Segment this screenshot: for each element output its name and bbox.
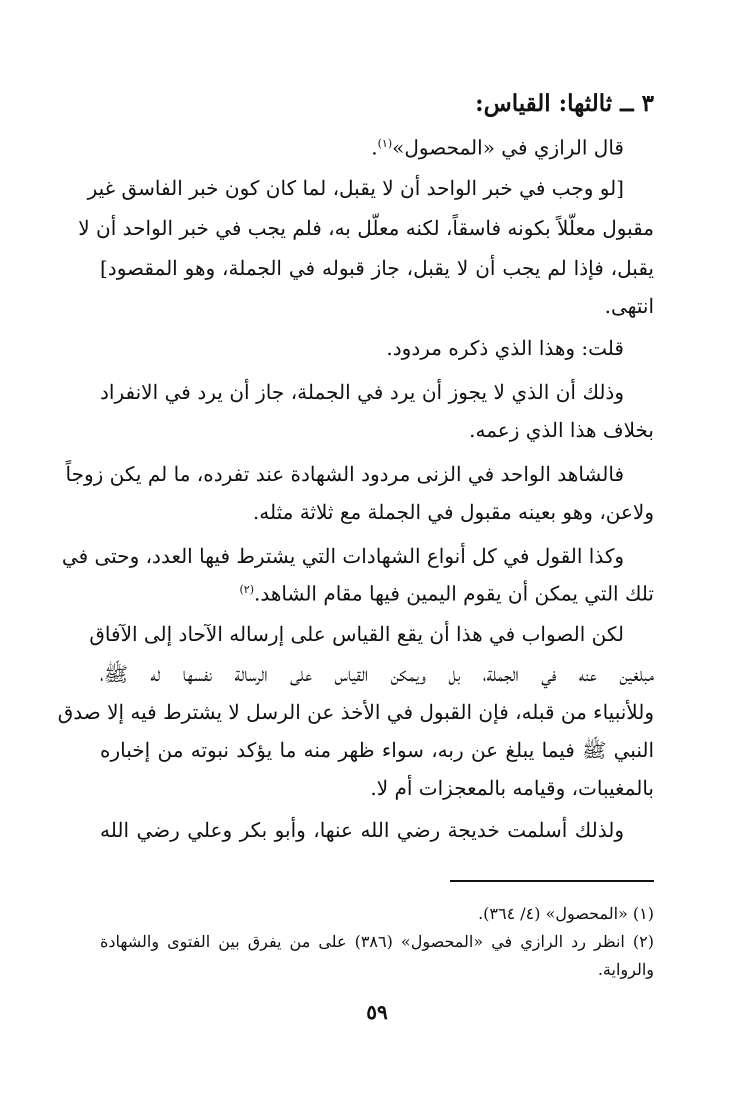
quote-line: [لو وجب في خبر الواحد أن لا يقبل، لما كان كون خبر الفاسق غير [87, 176, 624, 200]
line-tail: . [371, 135, 378, 160]
footnote-marker: (٢) [239, 583, 254, 596]
paragraph-line: ولاعن، وهو بعينه مقبول في الجملة مع ثلاثة مثله. [252, 500, 654, 524]
section-heading: ٣ ــ ثالثها: القياس: [475, 90, 654, 117]
paragraph-line: وذلك أن الذي لا يجوز أن يرد في الجملة، جاز أن يرد في الانفراد [100, 380, 624, 404]
page-number: ٥٩ [366, 1000, 388, 1024]
footnote-divider [450, 880, 654, 882]
paragraph-line: بخلاف هذا الذي زعمه. [469, 418, 654, 442]
quote-line: انتهى. [604, 294, 654, 318]
footnote-1: (١) «المحصول» (٤/ ٣٦٤). [478, 904, 654, 923]
paragraph-line [100, 576, 654, 608]
footnote-2: (٢) انظر رد الرازي في «المحصول» (٣٨٦) على من يفرق بين الفتوى والشهادة [100, 932, 654, 951]
paragraph-line: بالمغيبات، وقيامه بالمعجزات أم لا. [370, 776, 654, 800]
paragraph-line: مبلغين عنه في الجملة، بل ويمكن القياس على الرسالة نفسها له ﷺ، [100, 662, 654, 686]
paragraph-line: قلت: وهذا الذي ذكره مردود. [386, 336, 624, 360]
paragraph-line: فالشاهد الواحد في الزنى مردود الشهادة عند تفرده، ما لم يكن زوجاً [65, 462, 624, 486]
quote-line: مقبول معلّلاً بكونه فاسقاً، لكنه معلّل به، فلم يجب في خبر الواحد أن لا [78, 216, 654, 240]
line-text: تلك التي يمكن أن يقوم اليمين فيها مقام الشاهد. [253, 581, 654, 606]
paragraph-line: وللأنبياء من قبله، فإن القبول في الأخذ عن الرسل لا يشترط فيه إلا صدق [57, 700, 654, 724]
paragraph-line [100, 130, 624, 162]
paragraph-line: النبي ﷺ فيما يبلغ عن ربه، سواء ظهر منه ما يؤكد نبوته من إخباره [100, 738, 654, 762]
paragraph-line: لكن الصواب في هذا أن يقع القياس على إرساله الآحاد إلى الآفاق [89, 622, 624, 646]
paragraph-line: وكذا القول في كل أنواع الشهادات التي يشترط فيها العدد، وحتى في [61, 544, 624, 568]
line-text: قال الرازي في «المحصول» [392, 135, 624, 160]
quote-line: يقبل، فإذا لم يجب أن لا يقبل، جاز قبوله في الجملة، وهو المقصود] [100, 256, 654, 280]
paragraph-line: ولذلك أسلمت خديجة رضي الله عنها، وأبو بكر وعلي رضي الله [100, 818, 624, 842]
footnote-marker: (١) [377, 137, 393, 150]
footnote-2-continued: والرواية. [597, 960, 654, 979]
